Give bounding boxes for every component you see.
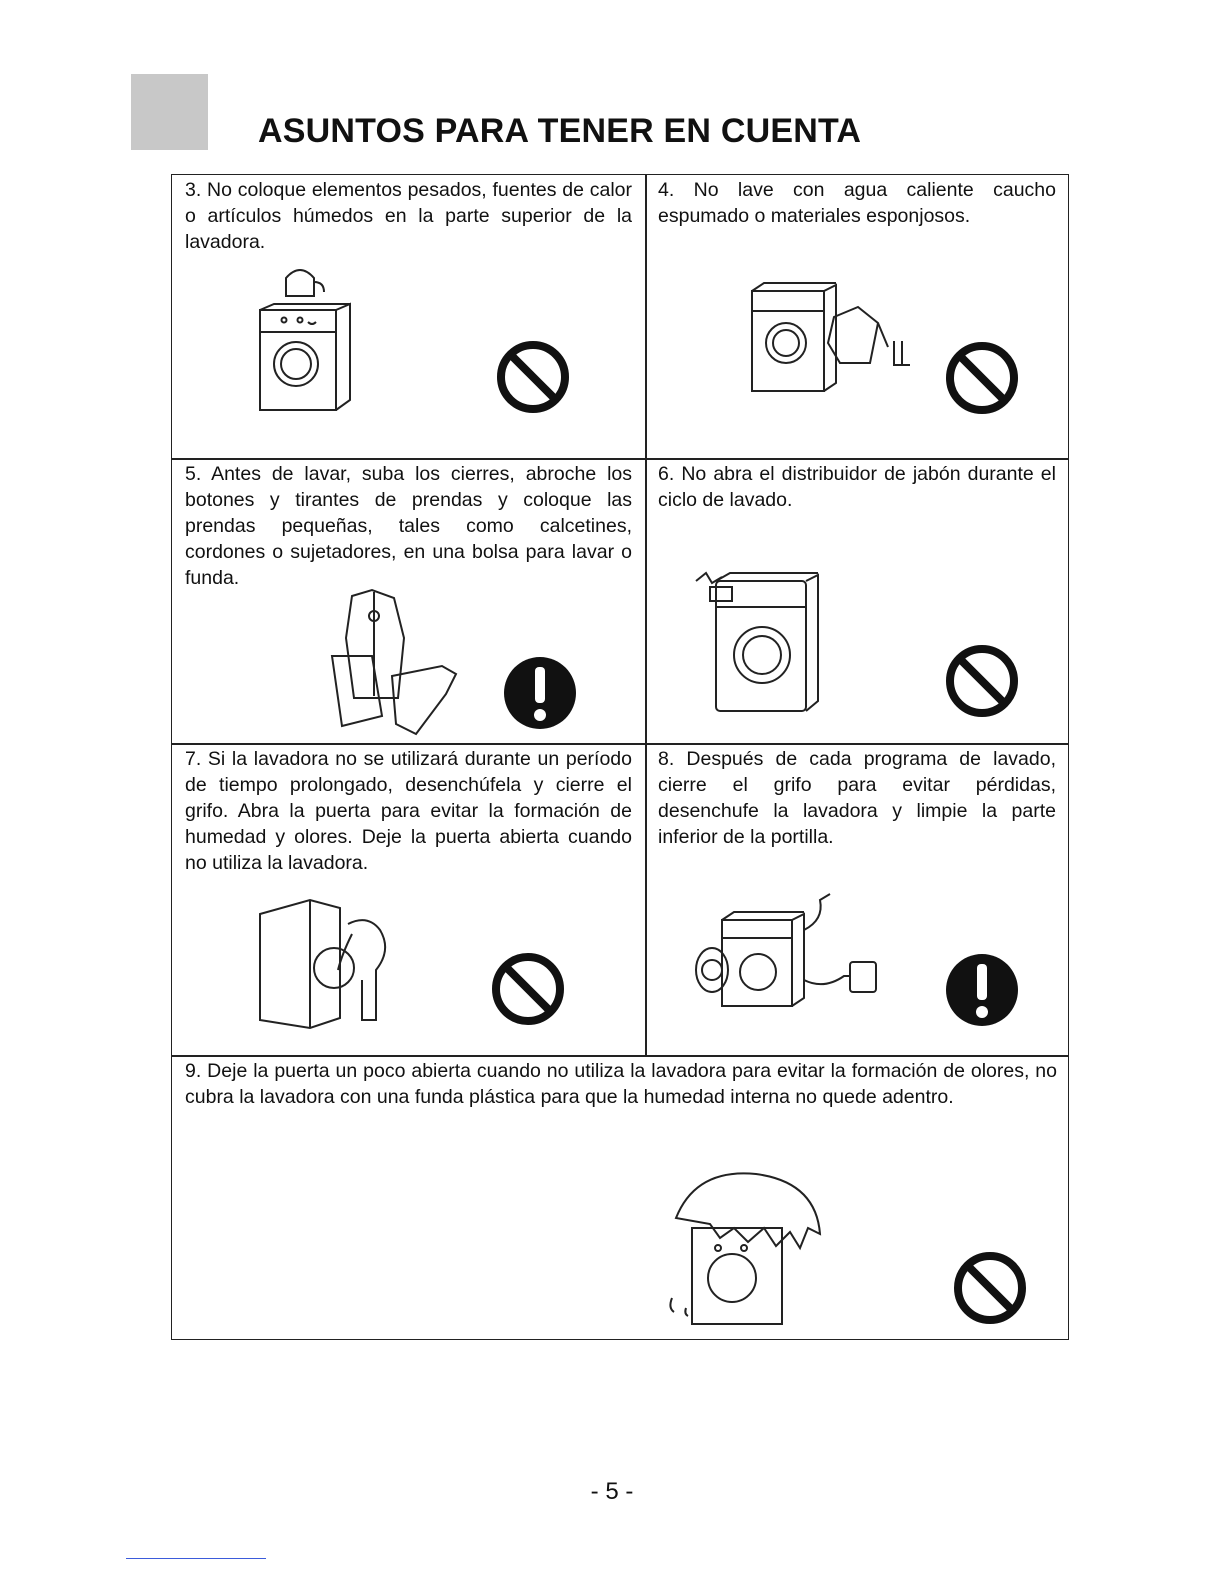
covered-washer-illustration [662, 1168, 832, 1328]
washer-detergent-drawer-illustration [692, 551, 842, 721]
instruction-cell-3 [172, 175, 645, 458]
page-number: - 5 - [590, 1478, 634, 1505]
prohibition-icon [495, 339, 571, 415]
instructions-table [171, 174, 1069, 1340]
footer-link-underline [126, 1558, 266, 1559]
washer-with-clothes-illustration [746, 269, 916, 399]
instruction-text-7: 7. Si la lavadora no se utilizará durante un período de tiempo prolongado, desenchúfela y cierre el grifo. Abra la puerta para evitar la formación de humedad y olores. Deje la puerta abierta cuando no utiliza la lavadora. [185, 748, 632, 874]
prohibition-icon [944, 340, 1020, 416]
instruction-text-6: 6. No abra el distribuidor de jabón durante el ciclo de lavado. [658, 463, 1056, 511]
instruction-cell-5 [172, 459, 645, 743]
washer-with-kettle-illustration [246, 260, 366, 420]
prohibition-icon [952, 1250, 1028, 1326]
instruction-text-9: 9. Deje la puerta un poco abierta cuando no utiliza la lavadora para evitar la formación de olores, no cubra la lavadora con una funda plástica para que la humedad interna no quede adentro. [185, 1060, 1057, 1108]
washer-faucet-plug-illustration [692, 890, 888, 1010]
prohibition-icon [490, 951, 566, 1027]
clothes-preparation-illustration [322, 586, 472, 741]
section-tab-marker [131, 74, 208, 150]
instruction-text-3: 3. No coloque elementos pesados, fuentes de calor o artículos húmedos en la parte superior de la lavadora. [185, 179, 632, 253]
instruction-cell-7 [172, 744, 645, 1055]
warning-icon [502, 655, 578, 731]
instruction-text-5: 5. Antes de lavar, suba los cierres, abroche los botones y tirantes de prendas y coloque las prendas pequeñas, tales como calcetines, cordones o sujetadores, en una bolsa para lavar o funda. [185, 463, 632, 589]
instruction-text-8: 8. Después de cada programa de lavado, cierre el grifo para evitar pérdidas, desenchufe la lavadora y limpie la parte inferior de la portilla. [658, 748, 1056, 848]
page-title: ASUNTOS PARA TENER EN CUENTA [258, 112, 862, 150]
warning-icon [944, 952, 1020, 1028]
instruction-cell-6 [646, 459, 1070, 743]
person-opening-washer-illustration [256, 894, 406, 1034]
instruction-text-4: 4. No lave con agua caliente caucho espumado o materiales esponjosos. [658, 179, 1056, 227]
instruction-cell-9 [172, 1056, 1070, 1341]
prohibition-icon [944, 643, 1020, 719]
instruction-cell-4 [646, 175, 1070, 458]
instruction-cell-8 [646, 744, 1070, 1055]
